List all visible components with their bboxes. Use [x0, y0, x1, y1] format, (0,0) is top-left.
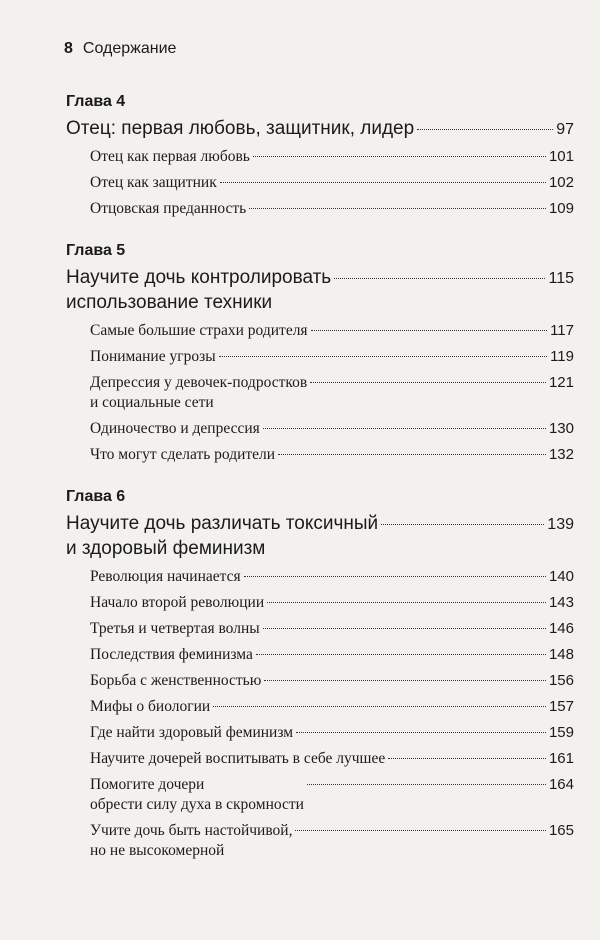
- leader-dots: [296, 732, 546, 733]
- section-title: Борьба с женственностью: [90, 672, 262, 689]
- section-page: 102: [548, 174, 574, 191]
- section-list: [90, 321, 574, 465]
- section-page: 130: [548, 420, 574, 437]
- section-entry[interactable]: [90, 445, 574, 465]
- leader-dots: [213, 706, 546, 707]
- chapter-4: [66, 92, 574, 219]
- leader-dots: [278, 454, 546, 455]
- section-title: Отцовская преданность: [90, 200, 247, 217]
- section-title: Начало второй революции: [90, 594, 265, 611]
- leader-dots: [263, 628, 546, 629]
- section-entry[interactable]: [90, 697, 574, 717]
- leader-dots: [249, 208, 546, 209]
- section-entry[interactable]: [90, 619, 574, 639]
- leader-dots: [253, 156, 546, 157]
- section-title: Отец как защитник: [90, 174, 217, 191]
- chapter-5: [66, 241, 574, 465]
- section-entry[interactable]: [90, 173, 574, 193]
- section-page: 156: [548, 672, 574, 689]
- leader-dots: [295, 830, 545, 831]
- header-title: Содержание: [82, 40, 177, 57]
- section-page: 140: [548, 568, 574, 585]
- section-entry[interactable]: [90, 347, 574, 367]
- section-page: 159: [548, 724, 574, 741]
- section-page: 161: [548, 750, 574, 767]
- section-page: 143: [548, 594, 574, 611]
- section-entry[interactable]: [90, 321, 574, 341]
- page-header: [64, 40, 176, 58]
- section-title: Третья и четвертая волны: [90, 620, 260, 637]
- section-entry[interactable]: [90, 671, 574, 691]
- section-entry[interactable]: [90, 645, 574, 665]
- section-entry[interactable]: [90, 821, 574, 861]
- chapter-page: 115: [548, 270, 574, 287]
- section-page: 101: [548, 148, 574, 165]
- section-entry[interactable]: [90, 373, 574, 413]
- chapter-label: Глава 6: [66, 488, 126, 505]
- section-page: 146: [548, 620, 574, 637]
- section-title: Понимание угрозы: [90, 348, 216, 365]
- section-list: [90, 567, 574, 861]
- leader-dots: [310, 382, 546, 383]
- section-entry[interactable]: [90, 723, 574, 743]
- section-title: Помогите дочери обрести силу духа в скромности: [90, 776, 304, 813]
- section-list: [90, 147, 574, 219]
- leader-dots: [417, 129, 553, 130]
- chapter-label: Глава 4: [66, 93, 126, 110]
- section-entry[interactable]: [90, 147, 574, 167]
- section-page: 121: [548, 374, 574, 391]
- chapter-label: Глава 5: [66, 242, 126, 259]
- section-title: Научите дочерей воспитывать в себе лучшее: [90, 750, 386, 767]
- section-title: Самые большие страхи родителя: [90, 322, 308, 339]
- section-page: 148: [548, 646, 574, 663]
- chapter-title: Отец: первая любовь, защитник, лидер: [66, 118, 415, 139]
- section-title: Депрессия у девочек-подростков и социальные сети: [90, 374, 308, 411]
- section-page: 119: [550, 348, 574, 365]
- section-title: Мифы о биологии: [90, 698, 211, 715]
- section-page: 157: [548, 698, 574, 715]
- section-title: Одиночество и депрессия: [90, 420, 260, 437]
- chapter-title-row[interactable]: [66, 511, 574, 561]
- chapter-title-row[interactable]: [66, 116, 574, 141]
- section-page: 109: [548, 200, 574, 217]
- leader-dots: [381, 524, 544, 525]
- section-entry[interactable]: [90, 567, 574, 587]
- leader-dots: [219, 356, 547, 357]
- section-title: Последствия феминизма: [90, 646, 253, 663]
- section-title: Что могут сделать родители: [90, 446, 276, 463]
- leader-dots: [263, 428, 546, 429]
- leader-dots: [267, 602, 546, 603]
- section-title: Учите дочь быть настойчивой, но не высокомерной: [90, 822, 293, 859]
- chapter-title-row[interactable]: [66, 265, 574, 315]
- chapter-title: Научите дочь контролировать использование техники: [66, 267, 332, 313]
- leader-dots: [388, 758, 546, 759]
- leader-dots: [334, 278, 545, 279]
- section-title: Революция начинается: [90, 568, 241, 585]
- section-page: 164: [548, 776, 574, 793]
- chapter-title: Научите дочь различать токсичный и здоровый феминизм: [66, 513, 379, 559]
- chapter-page: 97: [556, 121, 574, 138]
- leader-dots: [220, 182, 546, 183]
- section-page: 165: [548, 822, 574, 839]
- section-title: Где найти здоровый феминизм: [90, 724, 294, 741]
- section-entry[interactable]: [90, 419, 574, 439]
- leader-dots: [256, 654, 546, 655]
- table-of-contents: [66, 92, 574, 883]
- chapter-page: 139: [547, 516, 574, 533]
- section-entry[interactable]: [90, 775, 574, 815]
- leader-dots: [244, 576, 546, 577]
- page-number: 8: [64, 40, 73, 57]
- section-entry[interactable]: [90, 199, 574, 219]
- section-entry[interactable]: [90, 593, 574, 613]
- leader-dots: [307, 784, 546, 785]
- section-title: Отец как первая любовь: [90, 148, 250, 165]
- leader-dots: [311, 330, 548, 331]
- section-page: 117: [550, 322, 574, 339]
- chapter-6: [66, 487, 574, 861]
- leader-dots: [264, 680, 546, 681]
- section-entry[interactable]: [90, 749, 574, 769]
- section-page: 132: [548, 446, 574, 463]
